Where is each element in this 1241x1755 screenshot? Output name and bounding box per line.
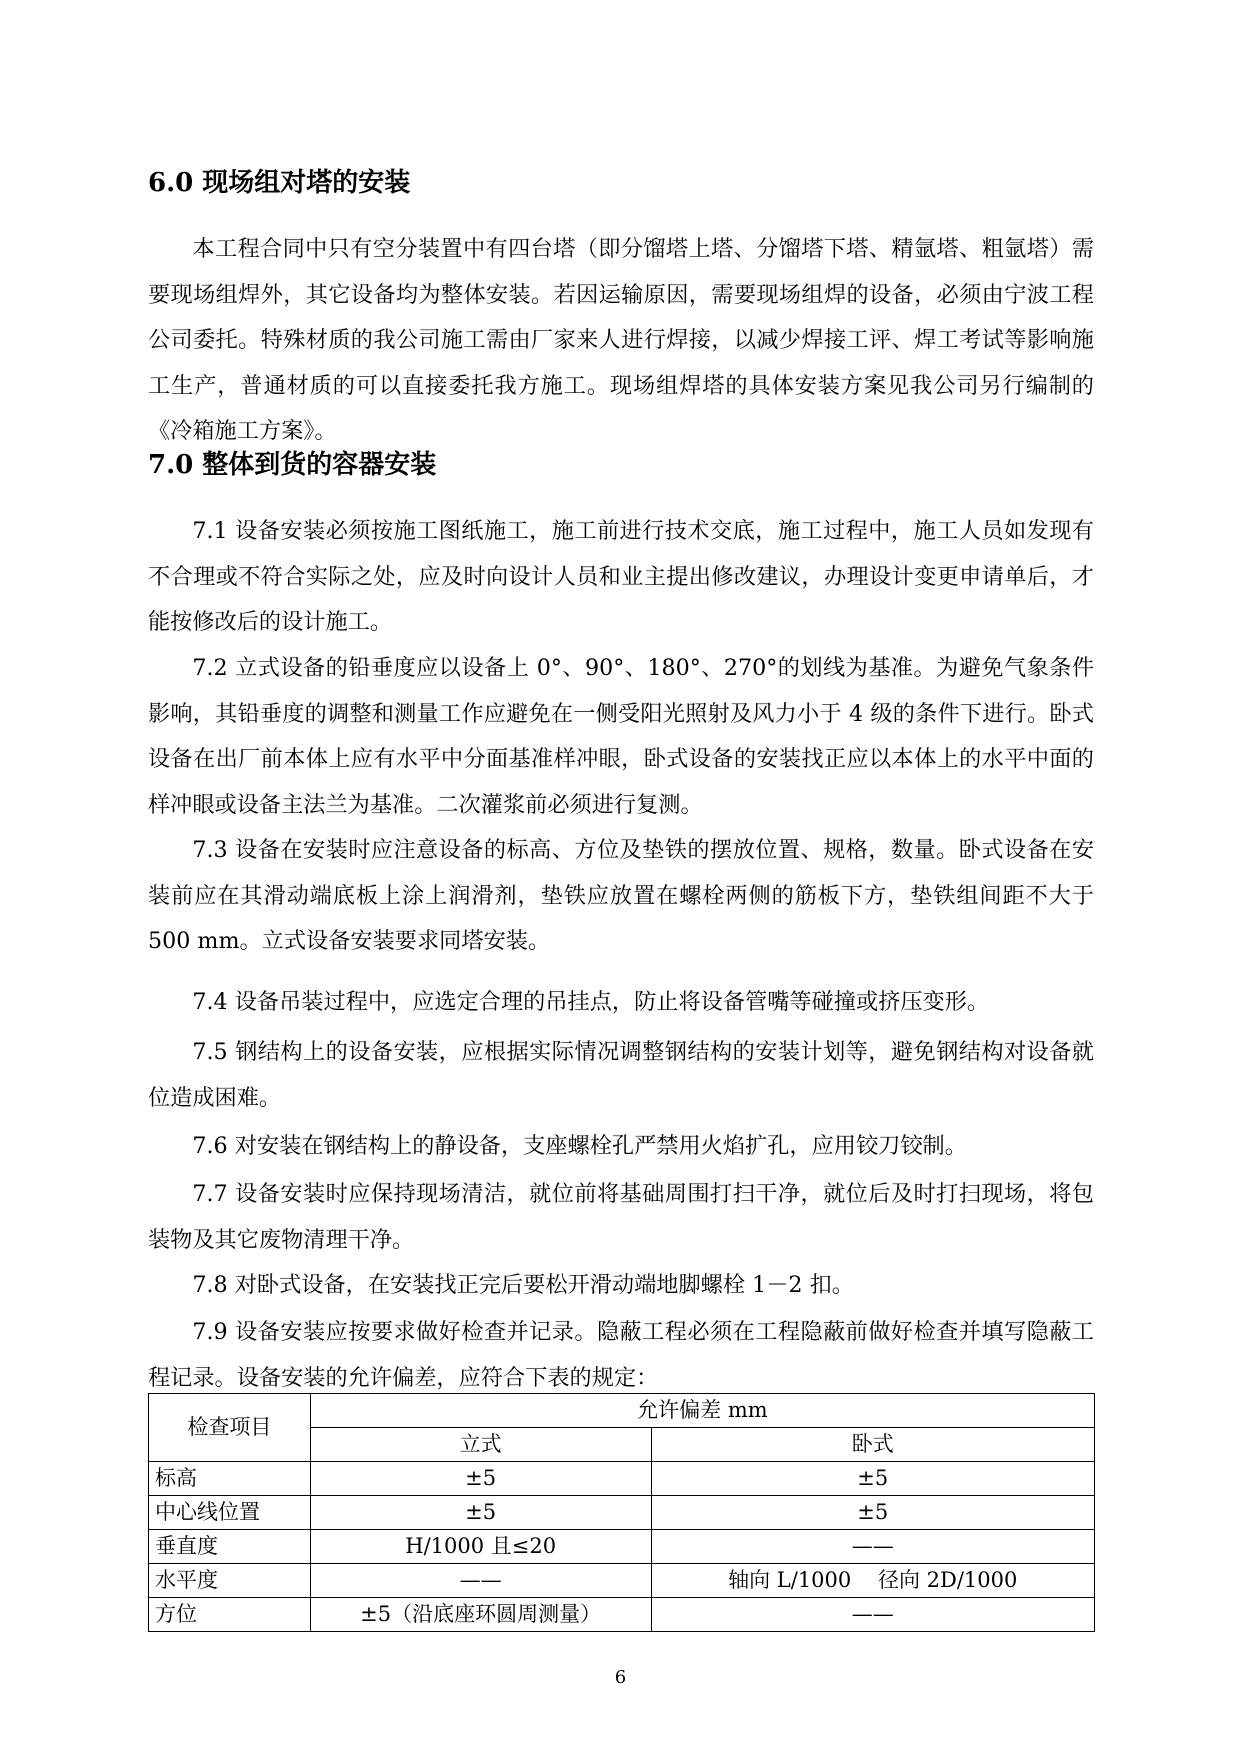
table-header-row bbox=[149, 1394, 1095, 1428]
paragraph-7-6: 7.6 对安装在钢结构上的静设备，支座螺栓孔严禁用火焰扩孔，应用铰刀铰制。 bbox=[192, 1133, 967, 1159]
table-row bbox=[149, 1598, 1095, 1632]
header-horizontal: 卧式 bbox=[651, 1428, 1095, 1462]
paragraph-7-4: 7.4 设备吊装过程中，应选定合理的吊挂点，防止将设备管嘴等碰撞或挤压变形。 bbox=[192, 989, 990, 1015]
section-7-heading: 7.0 整体到货的容器安装 bbox=[148, 450, 437, 480]
section-6-paragraph: 本工程合同中只有空分装置中有四台塔（即分馏塔上塔、分馏塔下塔、精氩塔、粗氩塔）需要现场组焊外，其它设备均为整体安装。若因运输原因，需要现场组焊的设备，必须由宁波工程公司委托。特殊材质的我公司施工需由厂家来人进行焊接，以减少焊接工评、焊工考试等影响施工生产，普通材质的可以直接委托我方施工。现场组焊塔的具体安装方案见我公司另行编制的《冷箱施工方案》。 bbox=[148, 236, 1094, 444]
row-horizontal-value: 轴向 L/1000 径向 2D/1000 bbox=[651, 1564, 1095, 1598]
table-row bbox=[149, 1462, 1095, 1496]
row-horizontal-value: ±5 bbox=[651, 1462, 1095, 1496]
page-number: 6 bbox=[614, 1667, 627, 1688]
paragraph-7-8: 7.8 对卧式设备，在安装找正完后要松开滑动端地脚螺栓 1－2 扣。 bbox=[192, 1272, 854, 1298]
paragraph-7-7: 7.7 设备安装时应保持现场清洁，就位前将基础周围打扫干净，就位后及时打扫现场，将包装物及其它废物清理干净。 bbox=[148, 1181, 1094, 1253]
row-item: 标高 bbox=[149, 1462, 311, 1496]
header-vertical: 立式 bbox=[310, 1428, 651, 1462]
paragraph-7-9: 7.9 设备安装应按要求做好检查并记录。隐蔽工程必须在工程隐蔽前做好检查并填写隐蔽工程记录。设备安装的允许偏差，应符合下表的规定： bbox=[148, 1319, 1094, 1391]
row-vertical-value: ±5（沿底座环圆周测量） bbox=[310, 1598, 651, 1632]
row-item: 方位 bbox=[149, 1598, 311, 1632]
table-row bbox=[149, 1496, 1095, 1530]
paragraph-7-5: 7.5 钢结构上的设备安装，应根据实际情况调整钢结构的安装计划等，避免钢结构对设备就位造成困难。 bbox=[148, 1039, 1094, 1111]
row-vertical-value: —— bbox=[310, 1564, 651, 1598]
paragraph-7-2: 7.2 立式设备的铅垂度应以设备上 0°、90°、180°、270°的划线为基准。为避免气象条件影响，其铅垂度的调整和测量工作应避免在一侧受阳光照射及风力小于 4 级的条件下进行。卧式设备在出厂前本体上应有水平中分面基准样冲眼，卧式设备的安装找正应以本体上的水平中面的样冲眼或设备主法兰为基准。二次灌浆前必须进行复测。 bbox=[148, 655, 1094, 818]
tolerance-table bbox=[148, 1393, 1095, 1632]
paragraph-7-1: 7.1 设备安装必须按施工图纸施工，施工前进行技术交底，施工过程中，施工人员如发现有不合理或不符合实际之处，应及时向设计人员和业主提出修改建议，办理设计变更申请单后，才能按修改后的设计施工。 bbox=[148, 518, 1094, 635]
row-item: 水平度 bbox=[149, 1564, 311, 1598]
table-row bbox=[149, 1530, 1095, 1564]
paragraph-7-3: 7.3 设备在安装时应注意设备的标高、方位及垫铁的摆放位置、规格，数量。卧式设备在安装前应在其滑动端底板上涂上润滑剂，垫铁应放置在螺栓两侧的筋板下方，垫铁组间距不大于 500 mm。立式设备安装要求同塔安装。 bbox=[148, 837, 1094, 954]
row-item: 中心线位置 bbox=[149, 1496, 311, 1530]
row-vertical-value: ±5 bbox=[310, 1462, 651, 1496]
header-allowed-deviation: 允许偏差 mm bbox=[310, 1394, 1094, 1428]
row-horizontal-value: —— bbox=[651, 1598, 1095, 1632]
row-vertical-value: H/1000 且≤20 bbox=[310, 1530, 651, 1564]
table-row bbox=[149, 1564, 1095, 1598]
row-horizontal-value: —— bbox=[651, 1530, 1095, 1564]
section-6-heading: 6.0 现场组对塔的安装 bbox=[148, 168, 411, 198]
row-horizontal-value: ±5 bbox=[651, 1496, 1095, 1530]
row-item: 垂直度 bbox=[149, 1530, 311, 1564]
row-vertical-value: ±5 bbox=[310, 1496, 651, 1530]
header-check-item: 检查项目 bbox=[149, 1394, 311, 1462]
